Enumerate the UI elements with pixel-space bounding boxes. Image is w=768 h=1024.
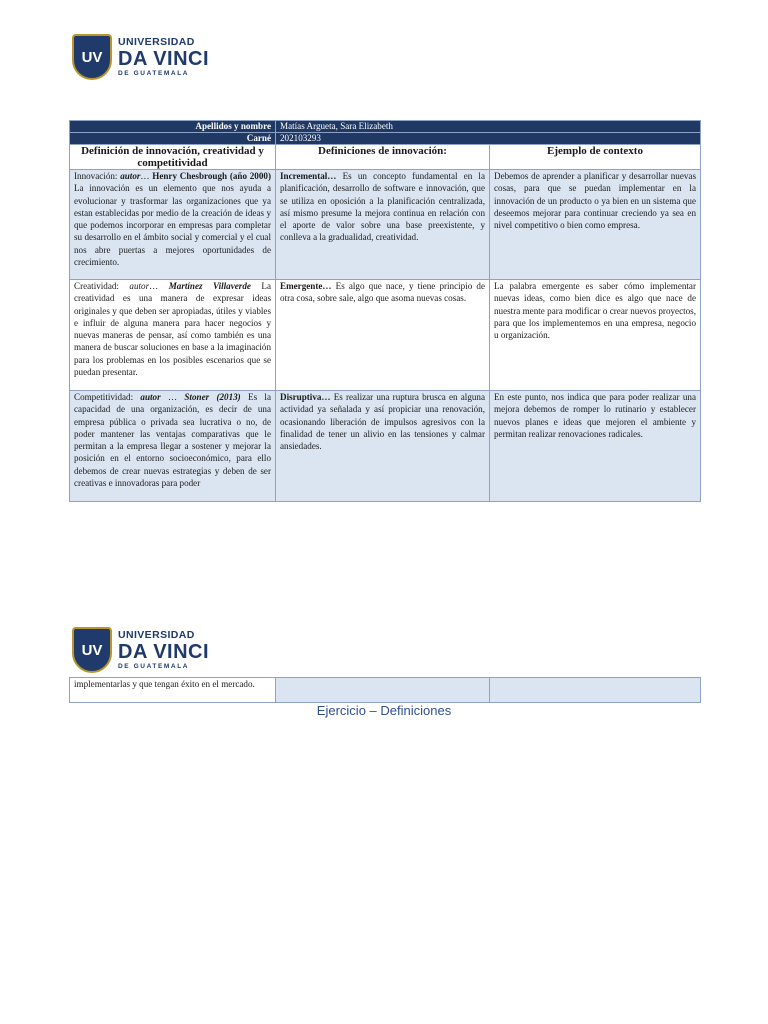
definition-text: La creatividad es una manera de expresar ideas originales y que deben ser apropiadas, útiles y viables e influir de alguna manera para hacer negocios y nuevas maneras de pensar, así como también es una manera de buscar soluciones en base a la imaginación para los problemas en los posibles escenarios que se puedan presentar. [74, 281, 271, 378]
ellipsis: … [140, 171, 153, 181]
author-label: autor [120, 171, 141, 181]
innovation-type-cell [276, 678, 490, 703]
crest-icon: UV [72, 34, 112, 80]
author-name: Henry Chesbrough (año 2000) [152, 171, 271, 181]
innovation-type-cell [276, 391, 490, 502]
definition-text: Es la capacidad de una organización, es decir de una empresa pública o privada sea lucrativa o no, de poder mantener las ventajas comparativas que le permitan a la empresa llegar a sostener y mejorar la posición en el entorno socioeconómico, para ello debemos de crear nuevas estrategias y deben de ser creativas e innovadoras para poder [74, 392, 271, 489]
ellipsis: … [160, 392, 185, 402]
author-label: autor [129, 281, 150, 291]
table-row [70, 391, 701, 502]
column-header-definitions: Definición de innovación, creatividad y competitividad [70, 145, 276, 170]
university-logo [72, 627, 209, 673]
logo-line-country: DE GUATEMALA [118, 662, 190, 670]
innovation-term: Emergente… [280, 281, 332, 291]
author-name: Martínez Villaverde [168, 281, 251, 291]
innovation-type-cell [276, 280, 490, 391]
definition-text: La innovación es un elemento que nos ayuda a evolucionar y trasformar las organizaciones que ya estan establecidas por medio de la creación de ideas y que podemos incorporar en empresas para completar su desarrollo en el ámbito social y comercial y el cual nos abre puertas a mejores oportunidades de crecimiento. [74, 183, 271, 268]
logo-line-university: UNIVERSIDAD [118, 629, 195, 641]
logo-wordmark [118, 630, 209, 670]
id-label: Carné [70, 133, 276, 145]
concept-label: Creatividad: [74, 281, 130, 291]
continuation-table [69, 677, 701, 703]
name-value: Matías Argueta, Sara Elizabeth [276, 121, 701, 133]
logo-line-university: UNIVERSIDAD [118, 36, 195, 48]
logo-line-name: DA VINCI [118, 47, 210, 70]
crest-icon: UV [72, 627, 112, 673]
logo-wordmark [118, 37, 209, 77]
id-row [70, 133, 701, 145]
concept-label: Innovación: [74, 171, 121, 181]
exercise-title: Ejercicio – Definiciones [316, 703, 452, 718]
innovation-term: Incremental… [280, 171, 337, 181]
author-label: autor [140, 392, 161, 402]
logo-line-country: DE GUATEMALA [118, 69, 190, 77]
name-row [70, 121, 701, 133]
innovation-text: Es un concepto fundamental en la planificación, desarrollo de software e innovación, que se utiliza en oposición a la planificación centralizada, así mismo presume la mejora continua en relación con el aporte de valor sobre una base preexistente, y conlleva a la gradualidad, creatividad. [280, 171, 485, 243]
context-cell: Debemos de aprender a planificar y desarrollar nuevas cosas, para que se puedan implementar en la innovación de un producto o ya bien en un sistema que deseemos mejorar para continuar creciendo ya sea en nivel competitivo o bien como empresa. [490, 170, 701, 280]
id-value: 202103293 [276, 133, 701, 145]
innovation-term: Disruptiva… [280, 392, 331, 402]
context-cell: En este punto, nos indica que para poder realizar una mejora debemos de romper lo rutinario y establecer nuevos planes e ideas que mejoren el ambiente y permitan realizar renovaciones radicales. [490, 391, 701, 502]
column-header-innovation-types: Definiciones de innovación: [276, 145, 490, 170]
definition-cell [70, 280, 276, 391]
name-label: Apellidos y nombre [70, 121, 276, 133]
university-logo [72, 34, 209, 80]
author-name: Stoner (2013) [184, 392, 241, 402]
logo-line-name: DA VINCI [118, 640, 210, 663]
innovation-type-cell [276, 170, 490, 280]
context-cell: La palabra emergente es saber cómo implementar nuevas ideas, como bien dice es algo que nace de nuestra mente para modificar o crear nuevos proyectos, para que los implementemos en una empresa, negocio u organización. [490, 280, 701, 391]
table-row [70, 280, 701, 391]
innovation-text: Es realizar una ruptura brusca en alguna actividad ya señalada y así propiciar una renovación, ocasionando liberación de impulsos agresivos con la finalidad de tener un alivio en las tensiones y calmar ansiedades. [280, 392, 485, 452]
definition-cell: implementarlas y que tengan éxito en el mercado. [70, 678, 276, 703]
definition-cell [70, 170, 276, 280]
concept-label: Competitividad: [74, 392, 141, 402]
definition-cell [70, 391, 276, 502]
definitions-table [69, 120, 701, 502]
ellipsis: … [149, 281, 169, 291]
table-row [70, 678, 701, 703]
table-row [70, 170, 701, 280]
context-cell [490, 678, 701, 703]
column-headers [70, 145, 701, 170]
innovation-text: Es algo que nace, y tiene principio de otra cosa, sobre sale, algo que asoma nuevas cosas. [280, 281, 485, 304]
column-header-context: Ejemplo de contexto [490, 145, 701, 170]
